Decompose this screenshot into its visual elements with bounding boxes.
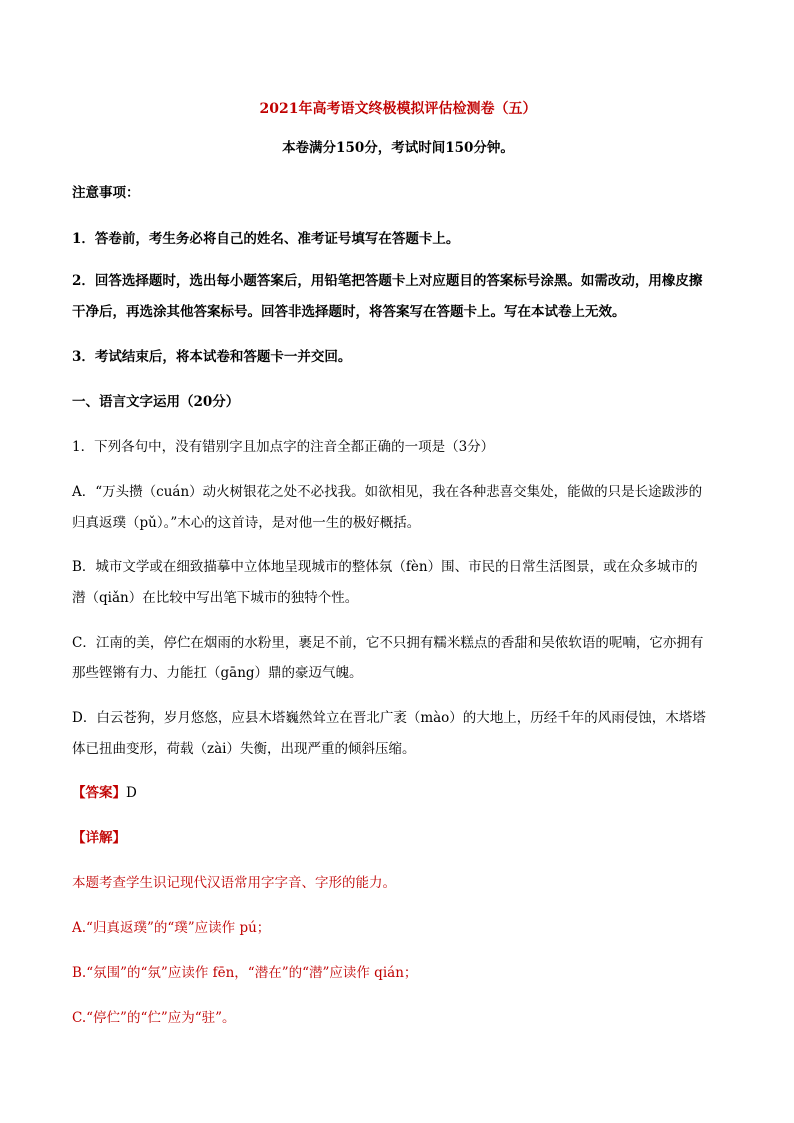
detail-note-a: A.“归真返璞”的“璞”应读作 pú； bbox=[72, 920, 271, 936]
notice-item-2-line-2: 干净后，再选涂其他答案标号。回答非选择题时，将答案写在答题卡上。写在本试卷上无效。 bbox=[72, 304, 626, 320]
detail-note-b: B.“氛围”的“氛”应读作 fēn，“潜在”的“潜”应读作 qián； bbox=[72, 965, 418, 981]
answer-line bbox=[72, 783, 724, 803]
option-b-line-2: 潜（qiǎn）在比较中写出笔下城市的独特个性。 bbox=[72, 590, 359, 606]
option-c-line-2: 那些铿锵有力、力能扛（gāng）鼎的豪迈气魄。 bbox=[72, 665, 363, 681]
answer-value: D bbox=[126, 785, 137, 801]
option-b-line-1: B．城市文学或在细致描摹中立体地呈现城市的整体氛（fèn）围、市民的日常生活图景，或在众多城市的 bbox=[72, 559, 698, 575]
option-d-line-1: D．白云苍狗，岁月悠悠，应县木塔巍然耸立在晋北广袤（mào）的大地上，历经千年的风雨侵蚀，木塔塔 bbox=[72, 710, 706, 726]
section-heading: 一、语言文字运用（20分） bbox=[72, 394, 240, 410]
detail-explanation: 本题考查学生识记现代汉语常用字字音、字形的能力。 bbox=[72, 875, 396, 891]
page-title: 2021年高考语文终极模拟评估检测卷（五） bbox=[259, 101, 537, 117]
option-a-line-2: 归真返璞（pǔ）。”木心的这首诗，是对他一生的极好概括。 bbox=[72, 515, 421, 531]
answer-label: 【答案】 bbox=[72, 785, 126, 801]
detail-note-c: C.“停伫”的“伫”应为“驻”。 bbox=[72, 1010, 236, 1026]
option-d-line-2: 体已扭曲变形，荷载（zài）失衡，出现严重的倾斜压缩。 bbox=[72, 741, 416, 757]
notice-item-2-line-1: 2．回答选择题时，选出每小题答案后，用铅笔把答题卡上对应题目的答案标号涂黑。如需改动，用橡皮擦 bbox=[72, 273, 703, 289]
detail-label: 【详解】 bbox=[72, 830, 126, 846]
question-stem: 1．下列各句中，没有错别字且加点字的注音全都正确的一项是（3分） bbox=[72, 439, 495, 455]
notice-item-1: 1．答卷前，考生务必将自己的姓名、准考证号填写在答题卡上。 bbox=[72, 231, 460, 247]
option-a-line-1: A．“万头攒（cuán）动火树银花之处不必找我。如欲相见，我在各种悲喜交集处，能做的只是长途跋涉的 bbox=[72, 484, 703, 500]
page-subtitle: 本卷满分150分，考试时间150分钟。 bbox=[282, 140, 514, 156]
option-c-line-1: C．江南的美，停伫在烟雨的水粉里，裹足不前，它不只拥有糯米糕点的香甜和吴侬软语的呢喃，它亦拥有 bbox=[72, 635, 704, 651]
notice-heading: 注意事项： bbox=[72, 185, 140, 201]
notice-item-3: 3．考试结束后，将本试卷和答题卡一并交回。 bbox=[72, 349, 352, 365]
